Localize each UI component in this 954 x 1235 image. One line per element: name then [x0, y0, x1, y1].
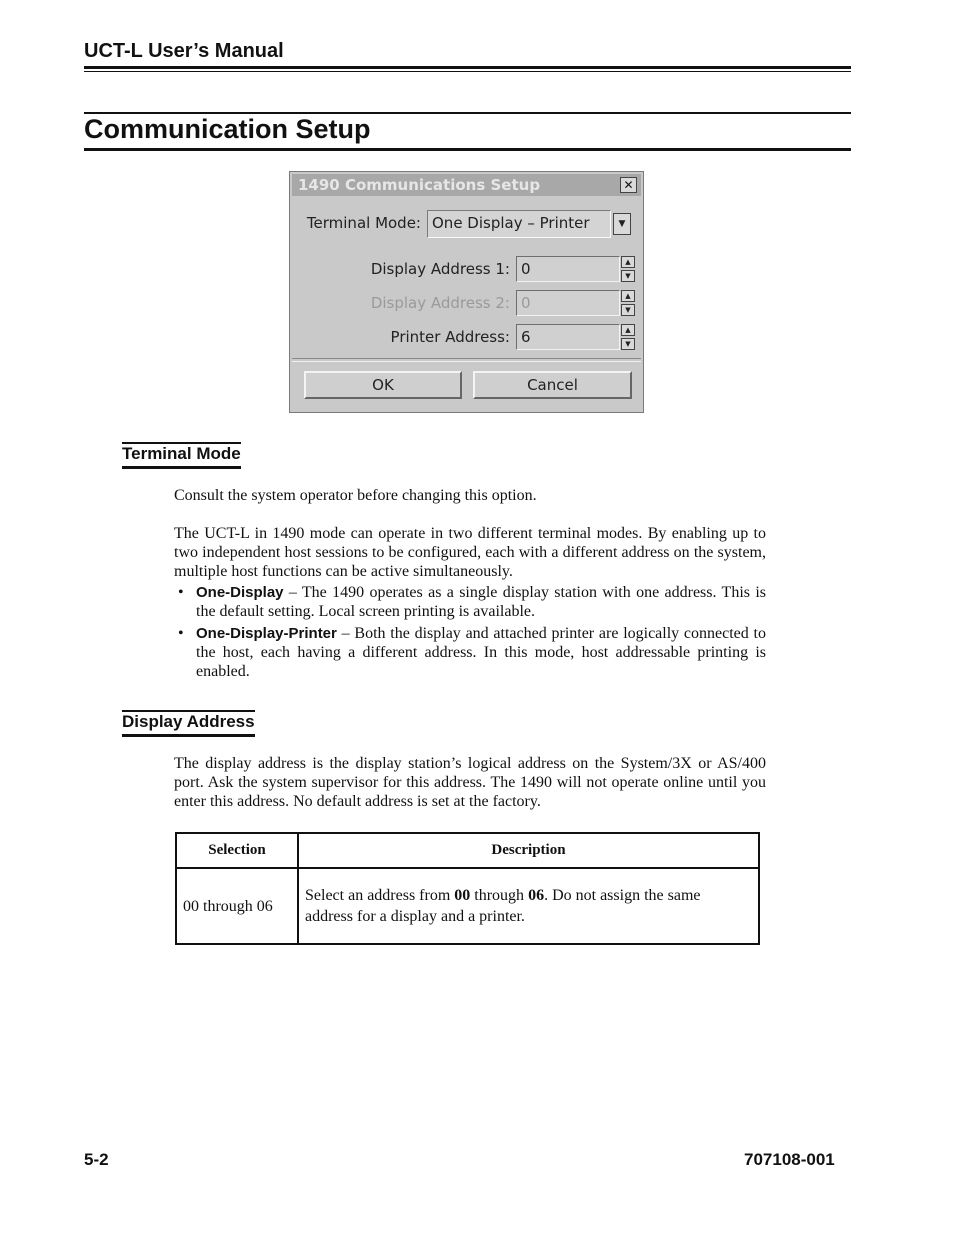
terminal-mode-para-2: The UCT-L in 1490 mode can operate in two different terminal modes. By enabling up to two independent host sessions to be configured, each with a different address on the system, multiple host functions can be active simultaneously.	[174, 525, 766, 580]
spin-up-icon[interactable]: ▲	[621, 256, 635, 268]
terminal-mode-select[interactable]: One Display – Printer	[427, 210, 611, 238]
section-title: Communication Setup	[84, 114, 371, 144]
terminal-mode-para-1: Consult the system operator before changing this option.	[174, 487, 537, 504]
spin-up-icon[interactable]: ▲	[621, 324, 635, 336]
dialog-titlebar	[292, 174, 641, 196]
bullet-term: One-Display-Printer	[196, 625, 337, 642]
printer-address-spinner[interactable]	[621, 324, 635, 350]
manual-title: UCT-L User’s Manual	[84, 40, 284, 62]
display-address-1-spinner[interactable]	[621, 256, 635, 282]
spin-down-icon[interactable]: ▼	[621, 304, 635, 316]
display-address-para: The display address is the display station’s logical address on the System/3X or AS/400 port. Ask the system supervisor for this address. The 1490 will not operate online until you enter this address. No default address is set at the factory.	[174, 755, 766, 810]
display-address-heading: Display Address	[122, 710, 255, 737]
printer-address-field[interactable]: 6	[516, 324, 620, 350]
bullet-term: One-Display	[196, 584, 284, 601]
dialog-separator	[292, 358, 641, 362]
terminal-mode-heading: Terminal Mode	[122, 442, 241, 469]
chevron-down-icon[interactable]: ▼	[613, 213, 631, 235]
bullet-text: – Both the display and attached printer are logically connected to the host, each having a different address. In this mode, host addressable printing is enabled.	[196, 625, 766, 680]
header-rule-bottom	[84, 71, 851, 72]
display-address-1-label: Display Address 1:	[370, 260, 510, 278]
spin-down-icon[interactable]: ▼	[621, 270, 635, 282]
close-icon[interactable]: ✕	[620, 177, 637, 193]
table-cell-description: Select an address from 00 through 06. Do not assign the same address for a display and a printer.	[298, 868, 759, 944]
communications-setup-dialog	[289, 171, 644, 413]
spin-down-icon[interactable]: ▼	[621, 338, 635, 350]
table-header-description: Description	[298, 833, 759, 868]
dialog-title: 1490 Communications Setup	[298, 176, 541, 194]
table-header-selection: Selection	[176, 833, 298, 868]
display-address-1-field[interactable]: 0	[516, 256, 620, 282]
bullet-one-display-printer	[174, 624, 766, 681]
document-number: 707108-001	[744, 1150, 835, 1169]
printer-address-label: Printer Address:	[390, 328, 510, 346]
table-row	[176, 868, 759, 944]
section-rule-bottom	[84, 148, 851, 151]
bullet-dot: •	[178, 584, 184, 601]
ok-button[interactable]: OK	[304, 371, 462, 399]
terminal-mode-label: Terminal Mode:	[306, 214, 421, 232]
page-number: 5-2	[84, 1150, 109, 1169]
header-rule-top	[84, 66, 851, 69]
display-address-2-field[interactable]: 0	[516, 290, 620, 316]
bullet-one-display	[174, 583, 766, 621]
address-selection-table	[175, 832, 760, 945]
display-address-2-label: Display Address 2:	[370, 294, 510, 312]
cancel-button[interactable]: Cancel	[473, 371, 632, 399]
bullet-dot: •	[178, 625, 184, 642]
spin-up-icon[interactable]: ▲	[621, 290, 635, 302]
bullet-text: – The 1490 operates as a single display station with one address. This is the default setting. Local screen printing is available.	[196, 584, 766, 620]
display-address-2-spinner[interactable]	[621, 290, 635, 316]
table-header-row	[176, 833, 759, 868]
table-cell-selection: 00 through 06	[176, 868, 298, 944]
